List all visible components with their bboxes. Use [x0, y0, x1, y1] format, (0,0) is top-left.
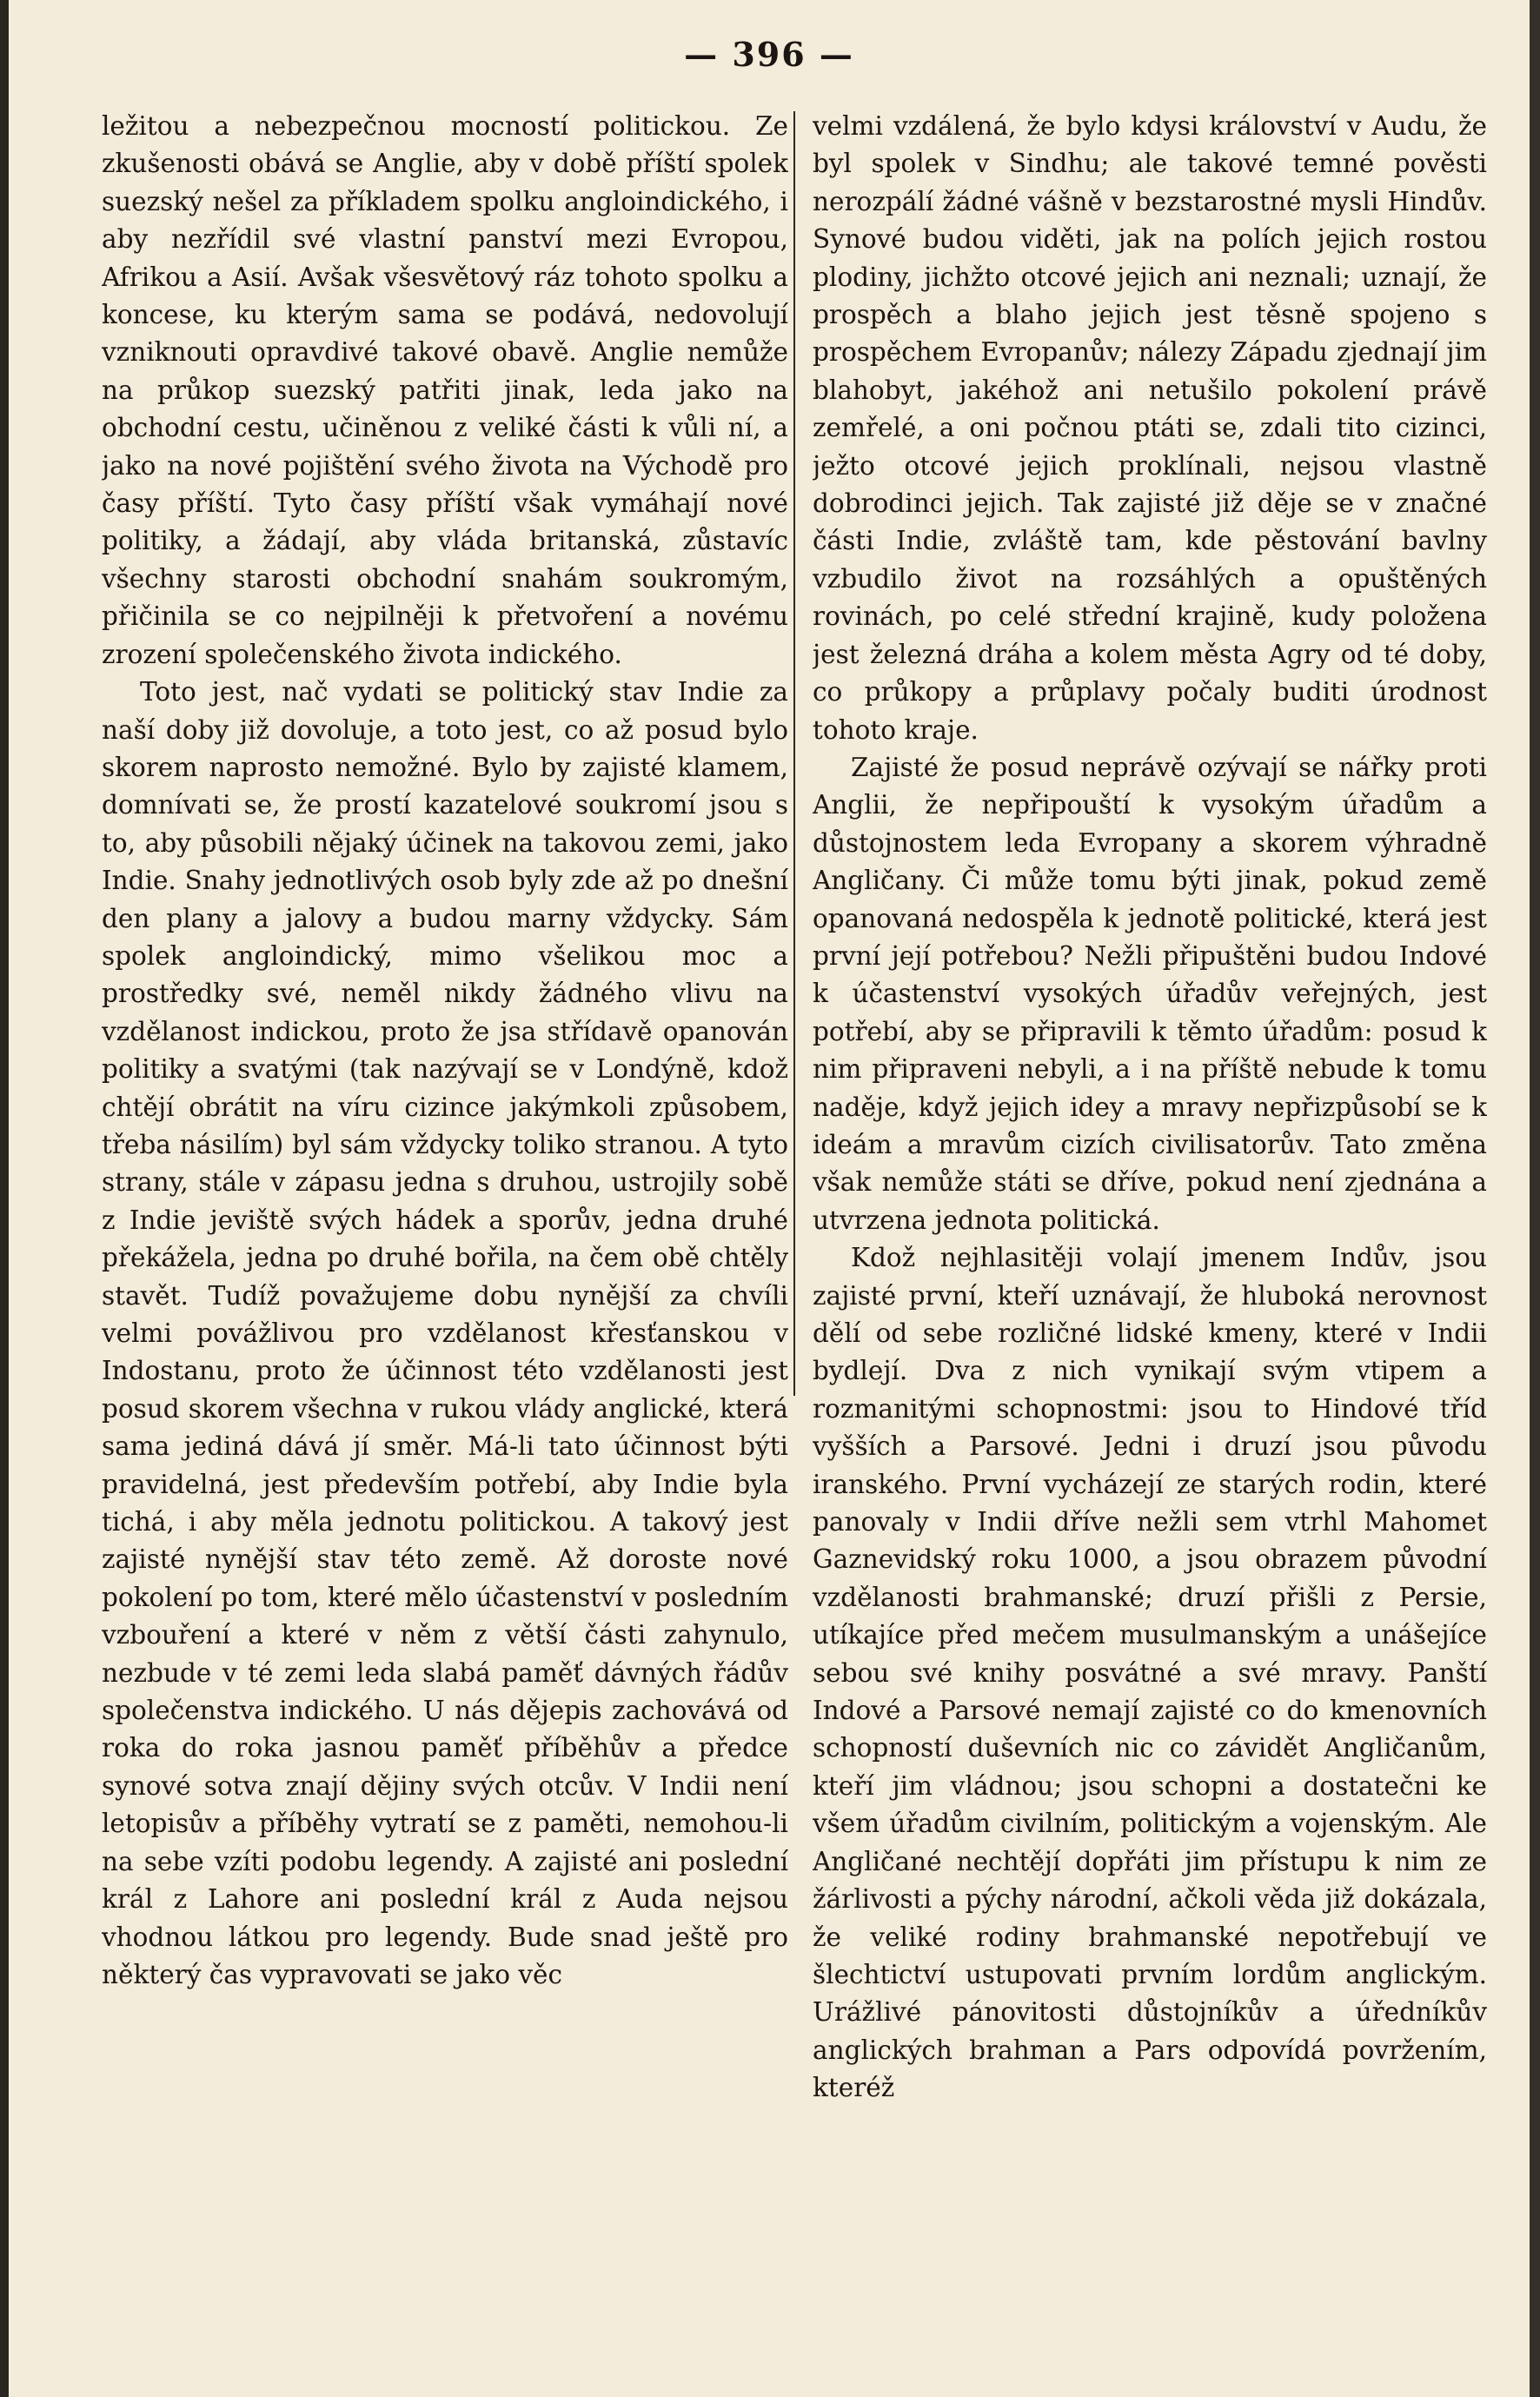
paragraph: Zajisté že posud neprávě ozývají se nářky proti Anglii, že nepřipouští k vysokým úřadům a důstojnostem leda Evropany a skorem výhradně Angličany. Či může tomu býti jinak, pokud země opanovaná nedospěla k jednotě politické, která jest první její potřebou? Nežli připuštěni budou Indové k účastenství vysokých úřadův veřejných, jest potřebí, aby se připravili k těmto úřadům: posud k nim připraveni nebyli, a i na příště nebude k tomu naděje, když jejich idey a mravy nepřizpůsobí se k ideám a mravům cizích civilisatorův. Tato změna však nemůže státi se dříve, pokud není zjednána a utvrzena jednota politická.	[813, 752, 1487, 1235]
paragraph: ležitou a nebezpečnou mocností politickou. Ze zkušenosti obává se Anglie, aby v době příští spolek suezský nešel za příkladem spolku angloindického, i aby nezřídil své vlastní panství mezi Evropou, Afrikou a Asií. Avšak všesvětový ráz tohoto spolku a koncese, ku kterým sama se podává, nedovolují vzniknouti opravdivé takové obavě. Anglie nemůže na průkop suezský patřiti jinak, leda jako na obchodní cestu, učiněnou z veliké části k vůli ní, a jako na nové pojištění svého života na Východě pro časy příští. Tyto časy příští však vymáhají nové politiky, a žádají, aby vláda britanská, zůstavíc všechny starosti obchodní snahám soukromým, přičinila se co nejpilněji k přetvoření a novému zrození společenského života indického.	[102, 111, 788, 669]
right-column	[813, 108, 1487, 2350]
paragraph: velmi vzdálená, že bylo kdysi království v Audu, že byl spolek v Sindhu; ale takové temné pověsti nerozpálí žádné vášně v bezstarostné mysli Hindův. Synové budou viděti, jak na polích jejich rostou plodiny, jichžto otcové jejich ani neznali; uznají, že prospěch a blaho jejich jest těsně spojeno s prospěchem Evropanův; nálezy Západu zjednají jim blahobyt, jakéhož ani netušilo pokolení právě zemřelé, a oni počnou ptáti se, zdali tito cizinci, ježto otcové jejich proklínali, nejsou vlastně dobrodinci jejich. Tak zajisté již děje se v značné části Indie, zvláště tam, kde pěstování bavlny vzbudilo život na rozsáhlých a opuštěných rovinách, po celé střední krajině, kudy položena jest železná dráha a kolem města Agry od té doby, co průkopy a průplavy počaly buditi úrodnost tohoto kraje.	[813, 111, 1487, 745]
column-divider	[793, 111, 795, 1396]
left-column	[102, 108, 788, 2350]
paragraph: Toto jest, nač vydati se politický stav Indie za naší doby již dovoluje, a toto jest, co až posud bylo skorem naprosto nemožné. Bylo by zajisté klamem, domnívati se, že prostí kazatelové soukromí jsou s to, aby působili nějaký účinek na takovou zemi, jako Indie. Snahy jednotlivých osob byly zde až po dnešní den plany a jalovy a budou marny vždycky. Sám spolek angloindický, mimo všelikou moc a prostředky své, neměl nikdy žádného vlivu na vzdělanost indickou, proto že jsa střídavě opanován politiky a svatými (tak nazývají se v Londýně, kdož chtějí obrátit na víru cizince jakýmkoli způsobem, třeba násilím) byl sám vždycky toliko stranou. A tyto strany, stále v zápasu jedna s druhou, ustrojily sobě z Indie jeviště svých hádek a sporův, jedna druhé překážela, jedna po druhé bořila, na čem obě chtěly stavět. Tudíž považujeme dobu nynější za chvíli velmi povážlivou pro vzdělanost křesťanskou v Indostanu, proto že účinnost této vzdělanosti jest posud skorem všechna v rukou vlády anglické, která sama jediná dává jí směr. Má-li tato účinnost býti pravidelná, jest především potřebí, aby Indie byla tichá, i aby měla jednotu politickou. A takový jest zajisté nynější stav této země. Až doroste nové pokolení po tom, které mělo účastenství v posledním vzbouření a které v něm z větší části zahynulo, nezbude v té zemi leda slabá paměť dávných řádův společenstva indického. U nás dějepis zachovává od roka do roka jasnou paměť příběhův a předce synové sotva znají dějiny svých otcův. V Indii není letopisův a příběhy vytratí se z paměti, nemohou-li na sebe vzíti podobu legendy. A zajisté ani poslední král z Lahore ani poslední král z Auda nejsou vhodnou látkou pro legendy. Bude snad ještě pro některý čas vypravovati se jako věc	[102, 677, 788, 1989]
paragraph: Kdož nejhlasitěji volají jmenem Indův, jsou zajisté první, kteří uznávají, že hluboká nerovnost dělí od sebe rozličné lidské kmeny, které v Indii bydlejí. Dva z nich vynikají svým vtipem a rozmanitými schopnostmi: jsou to Hindové tříd vyšších a Parsové. Jedni i druzí jsou původu iranského. První vycházejí ze starých rodin, které panovaly v Indii dříve nežli sem vtrhl Mahomet Gaznevidský roku 1000, a jsou obrazem původní vzdělanosti brahmanské; druzí přišli z Persie, utíkajíce před mečem musulmanským a unášejíce sebou své knihy posvátné a své mravy. Panští Indové a Parsové nemají zajisté co do kmenovních schopností duševních nic co závidět Angličanům, kteří jim vládnou; jsou schopni a dostatečni ke všem úřadům civilním, politickým a vojenským. Ale Angličané nechtějí dopřáti jim přístupu k nim ze žárlivosti a pýchy národní, ačkoli věda již dokázala, že veliké rodiny brahmanské nepotřebují ve šlechtictví ustupovati prvním lordům anglickým. Urážlivé pánovitosti důstojníkův a úředníkův anglických brahman a Pars odpovídá povržením, kteréž	[813, 1243, 1487, 2103]
page-number: — 396 —	[684, 35, 854, 74]
